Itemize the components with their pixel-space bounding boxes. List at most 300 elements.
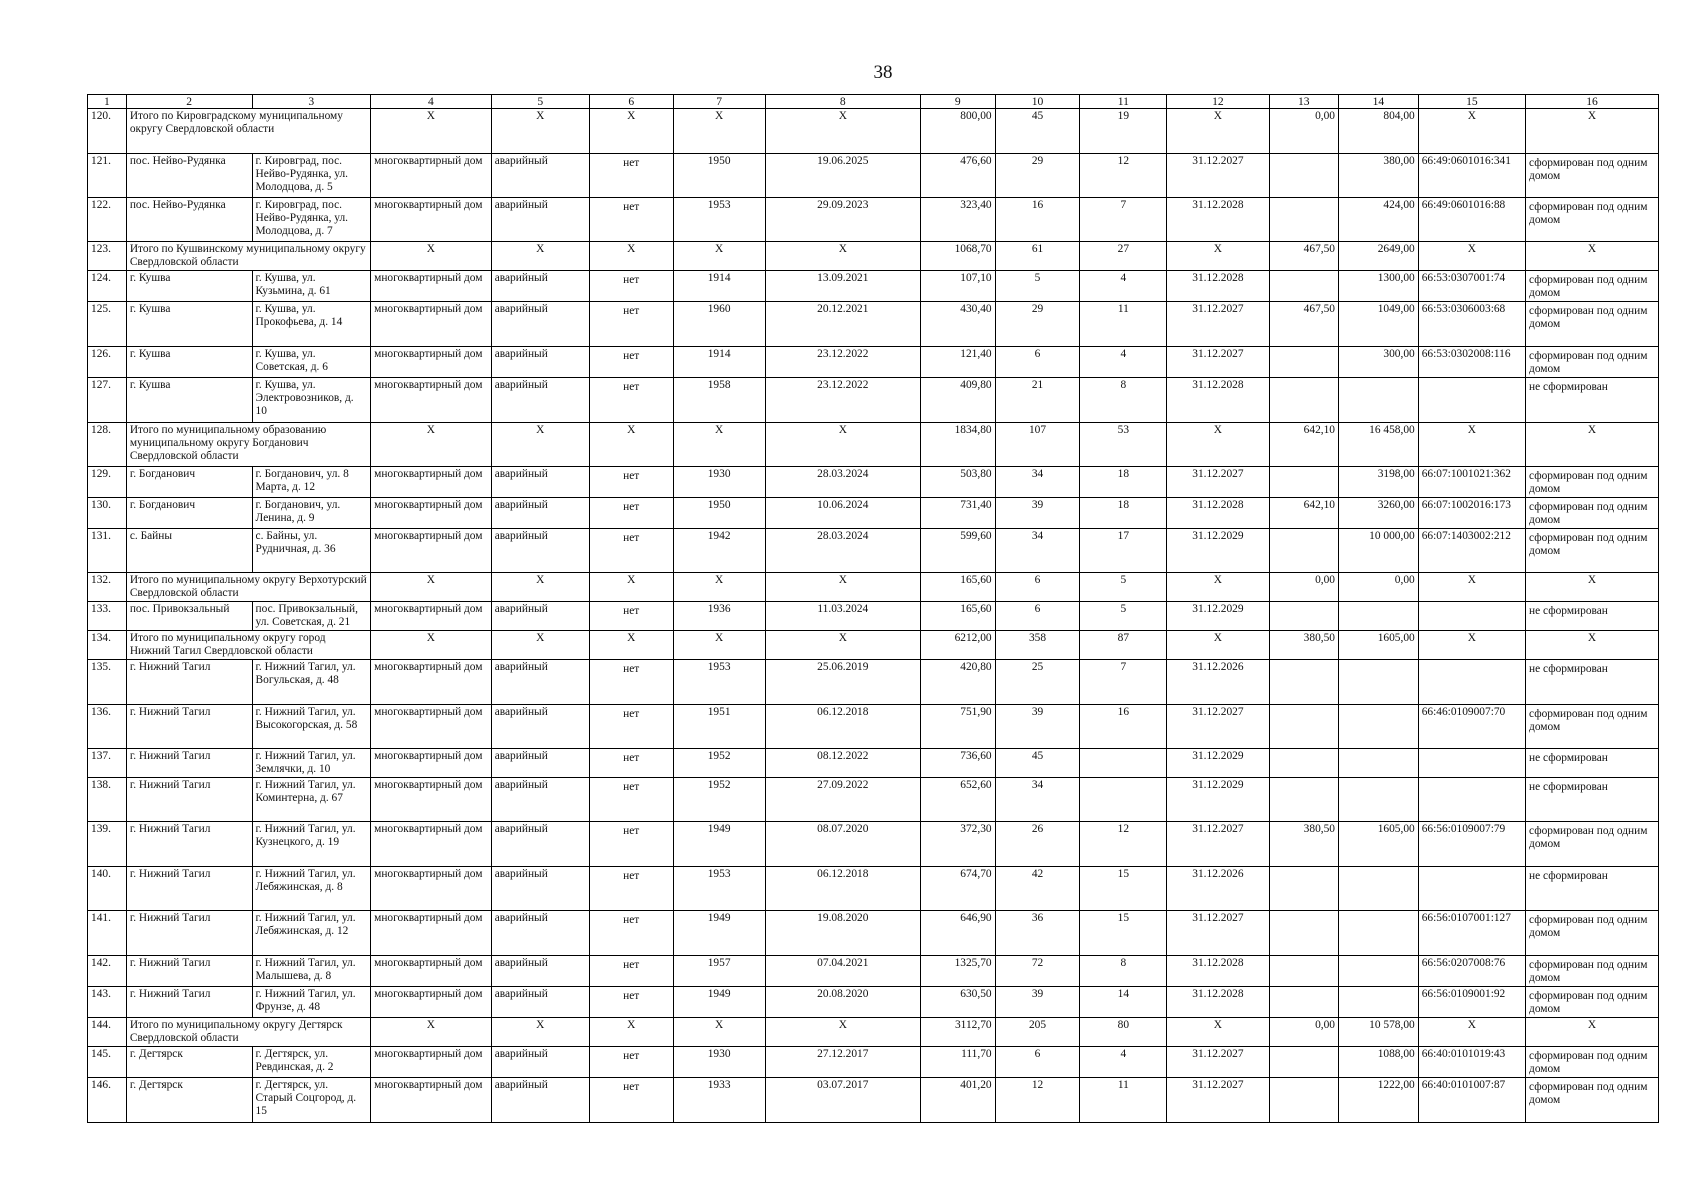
table-cell-c4: многоквартирный дом	[371, 987, 492, 1018]
table-cell-c5: аварийный	[491, 1047, 589, 1078]
table-cell-c3: г. Кушва, ул. Советская, д. 6	[252, 347, 371, 378]
table-cell-c10: 39	[995, 987, 1080, 1018]
table-cell-c10: 21	[995, 378, 1080, 423]
table-cell-c6: нет	[589, 347, 673, 378]
table-cell-c10: 16	[995, 198, 1080, 242]
table-cell-c13	[1269, 271, 1339, 302]
table-cell-c9: 1068,70	[920, 242, 995, 271]
table-cell-c12: 31.12.2028	[1167, 271, 1269, 302]
table-cell-c2: г. Нижний Тагил	[126, 867, 252, 911]
table-cell-c14: 1222,00	[1339, 1078, 1419, 1123]
column-number-row	[88, 95, 1659, 109]
table-cell-c9: 731,40	[920, 498, 995, 529]
table-cell-c11: 27	[1080, 242, 1167, 271]
table-cell-c9: 107,10	[920, 271, 995, 302]
table-cell-c13	[1269, 529, 1339, 573]
table-cell-c10: 107	[995, 423, 1080, 467]
table-cell-c13: 642,10	[1269, 498, 1339, 529]
table-row	[88, 154, 1659, 198]
column-number-cell: 6	[589, 95, 673, 109]
table-cell-c7: 1953	[673, 867, 765, 911]
table-cell-c14: 10 578,00	[1339, 1018, 1419, 1047]
table-cell-c5: аварийный	[491, 987, 589, 1018]
table-cell-c11: 5	[1080, 602, 1167, 631]
table-cell-c10: 36	[995, 911, 1080, 956]
table-cell-c12: 31.12.2027	[1167, 154, 1269, 198]
table-cell-c14	[1339, 987, 1419, 1018]
table-cell-c9: 111,70	[920, 1047, 995, 1078]
table-cell-c10: 6	[995, 602, 1080, 631]
table-cell-c8: Х	[765, 242, 920, 271]
table-cell-c6: нет	[589, 822, 673, 867]
table-cell-c16: Х	[1526, 109, 1659, 154]
table-cell-c12: 31.12.2029	[1167, 778, 1269, 822]
table-cell-c4: многоквартирный дом	[371, 660, 492, 705]
table-cell-c11: 18	[1080, 467, 1167, 498]
total-row	[88, 573, 1659, 602]
table-cell-c8: Х	[765, 631, 920, 660]
table-cell-c15: 66:49:0601016:341	[1418, 154, 1525, 198]
table-cell-c12: 31.12.2027	[1167, 1078, 1269, 1123]
column-number-cell: 4	[371, 95, 492, 109]
table-cell-c4: многоквартирный дом	[371, 602, 492, 631]
table-cell-c15: Х	[1418, 573, 1525, 602]
table-cell-n: 126.	[88, 347, 127, 378]
column-number-cell: 1	[88, 95, 127, 109]
table-row	[88, 378, 1659, 423]
table-cell-c11: 16	[1080, 705, 1167, 749]
table-cell-n: 133.	[88, 602, 127, 631]
table-cell-c6: нет	[589, 467, 673, 498]
table-cell-c8: 10.06.2024	[765, 498, 920, 529]
table-cell-c9: 401,20	[920, 1078, 995, 1123]
table-cell-c8: 23.12.2022	[765, 347, 920, 378]
table-cell-c10: 34	[995, 467, 1080, 498]
table-cell-c16: не сформирован	[1526, 660, 1659, 705]
table-cell-c16: сформирован под одним домом	[1526, 705, 1659, 749]
table-cell-c16: сформирован под одним домом	[1526, 1078, 1659, 1123]
table-cell-c11	[1080, 749, 1167, 778]
table-cell-n: 140.	[88, 867, 127, 911]
table-cell-c14	[1339, 705, 1419, 749]
table-cell-c6: нет	[589, 271, 673, 302]
table-cell-c2: г. Нижний Тагил	[126, 911, 252, 956]
table-cell-c16: сформирован под одним домом	[1526, 271, 1659, 302]
table-cell-c15: Х	[1418, 109, 1525, 154]
table-cell-c9: 652,60	[920, 778, 995, 822]
table-cell-c15: 66:53:0306003:68	[1418, 302, 1525, 347]
table-cell-c9: 503,80	[920, 467, 995, 498]
table-cell-c10: 42	[995, 867, 1080, 911]
table-cell-c9: 121,40	[920, 347, 995, 378]
table-cell-c5: аварийный	[491, 347, 589, 378]
table-cell-c7: 1960	[673, 302, 765, 347]
table-cell-c4: многоквартирный дом	[371, 911, 492, 956]
table-cell-n: 125.	[88, 302, 127, 347]
table-cell-c6: Х	[589, 631, 673, 660]
table-cell-c11: 87	[1080, 631, 1167, 660]
table-cell-c12: 31.12.2027	[1167, 1047, 1269, 1078]
table-cell-c8: 27.09.2022	[765, 778, 920, 822]
table-row	[88, 867, 1659, 911]
table-cell-c3: г. Нижний Тагил, ул. Малышева, д. 8	[252, 956, 371, 987]
table-cell-n: 124.	[88, 271, 127, 302]
table-cell-n: 128.	[88, 423, 127, 467]
table-cell-c11: 11	[1080, 1078, 1167, 1123]
table-cell-c3: г. Нижний Тагил, ул. Высокогорская, д. 58	[252, 705, 371, 749]
table-cell-c16: не сформирован	[1526, 778, 1659, 822]
table-cell-c11: 4	[1080, 347, 1167, 378]
table-cell-c12: 31.12.2028	[1167, 198, 1269, 242]
table-cell-c6: нет	[589, 987, 673, 1018]
table-cell-c12: 31.12.2027	[1167, 467, 1269, 498]
table-cell-c13: 467,50	[1269, 302, 1339, 347]
table-cell-n: 123.	[88, 242, 127, 271]
table-cell-c5: аварийный	[491, 749, 589, 778]
table-cell-c4: многоквартирный дом	[371, 1078, 492, 1123]
table-cell-c11: 18	[1080, 498, 1167, 529]
table-cell-c10: 29	[995, 302, 1080, 347]
table-row	[88, 529, 1659, 573]
table-cell-c14	[1339, 660, 1419, 705]
table-cell-c16: Х	[1526, 1018, 1659, 1047]
table-cell-c15: 66:56:0107001:127	[1418, 911, 1525, 956]
table-cell-c14: 380,00	[1339, 154, 1419, 198]
table-cell-c11: 19	[1080, 109, 1167, 154]
table-cell-c4: Х	[371, 242, 492, 271]
table-cell-c10: 29	[995, 154, 1080, 198]
table-cell-n: 139.	[88, 822, 127, 867]
table-cell-c6: нет	[589, 705, 673, 749]
table-cell-c7: Х	[673, 242, 765, 271]
table-cell-n: 130.	[88, 498, 127, 529]
table-cell-c2: пос. Нейво-Рудянка	[126, 198, 252, 242]
table-row	[88, 602, 1659, 631]
table-cell-n: 127.	[88, 378, 127, 423]
table-cell-c12: Х	[1167, 109, 1269, 154]
table-cell-c10: 6	[995, 573, 1080, 602]
table-cell-c14: 3260,00	[1339, 498, 1419, 529]
table-row	[88, 467, 1659, 498]
table-cell-c7: 1914	[673, 347, 765, 378]
table-cell-c15	[1418, 378, 1525, 423]
table-cell-c9: 630,50	[920, 987, 995, 1018]
table-cell-c5: Х	[491, 573, 589, 602]
table-cell-c16: Х	[1526, 631, 1659, 660]
table-cell-c2: с. Байны	[126, 529, 252, 573]
table-cell-c3: г. Богданович, ул. Ленина, д. 9	[252, 498, 371, 529]
column-number-cell: 3	[252, 95, 371, 109]
table-cell-c3: г. Кушва, ул. Электровозников, д. 10	[252, 378, 371, 423]
table-cell-c4: многоквартирный дом	[371, 749, 492, 778]
column-number-cell: 10	[995, 95, 1080, 109]
table-cell-c7: 1914	[673, 271, 765, 302]
column-number-cell: 13	[1269, 95, 1339, 109]
table-cell-c5: Х	[491, 1018, 589, 1047]
table-cell-c15	[1418, 778, 1525, 822]
table-cell-c6: нет	[589, 1047, 673, 1078]
table-cell-c15: 66:46:0109007:70	[1418, 705, 1525, 749]
table-cell-c9: 599,60	[920, 529, 995, 573]
table-cell-c9: 3112,70	[920, 1018, 995, 1047]
table-row	[88, 498, 1659, 529]
table-cell-c14: 0,00	[1339, 573, 1419, 602]
table-cell-c12: 31.12.2028	[1167, 956, 1269, 987]
table-cell-c2: г. Нижний Тагил	[126, 956, 252, 987]
table-cell-c5: аварийный	[491, 271, 589, 302]
table-cell-c15: 66:56:0109001:92	[1418, 987, 1525, 1018]
table-cell-c6: Х	[589, 242, 673, 271]
table-row	[88, 660, 1659, 705]
table-cell-c5: Х	[491, 242, 589, 271]
table-cell-c10: 39	[995, 705, 1080, 749]
total-row	[88, 423, 1659, 467]
table-cell-c13	[1269, 749, 1339, 778]
table-cell-c9: 6212,00	[920, 631, 995, 660]
table-cell-c13	[1269, 956, 1339, 987]
table-cell-c5: Х	[491, 631, 589, 660]
table-cell-c7: 1942	[673, 529, 765, 573]
table-cell-c11: 15	[1080, 867, 1167, 911]
table-cell-c2: г. Нижний Тагил	[126, 778, 252, 822]
table-cell-c9: 736,60	[920, 749, 995, 778]
column-number-cell: 5	[491, 95, 589, 109]
table-cell-c16: сформирован под одним домом	[1526, 467, 1659, 498]
table-cell-c11: 12	[1080, 822, 1167, 867]
table-row	[88, 705, 1659, 749]
table-cell-c9: 800,00	[920, 109, 995, 154]
table-cell-c14	[1339, 602, 1419, 631]
table-cell-c13	[1269, 198, 1339, 242]
table-cell-c4: Х	[371, 631, 492, 660]
table-cell-c3: г. Дегтярск, ул. Ревдинская, д. 2	[252, 1047, 371, 1078]
table-cell-c6: нет	[589, 867, 673, 911]
table-cell-c15: 66:56:0207008:76	[1418, 956, 1525, 987]
total-row	[88, 1018, 1659, 1047]
table-cell-c4: многоквартирный дом	[371, 956, 492, 987]
table-cell-c11: 14	[1080, 987, 1167, 1018]
table-cell-c14	[1339, 911, 1419, 956]
table-cell-c13: 0,00	[1269, 109, 1339, 154]
table-cell-c4: многоквартирный дом	[371, 778, 492, 822]
table-cell-c16: сформирован под одним домом	[1526, 498, 1659, 529]
table-cell-c13	[1269, 347, 1339, 378]
table-cell-c13: 380,50	[1269, 631, 1339, 660]
table-cell-c14	[1339, 956, 1419, 987]
table-cell-n: 141.	[88, 911, 127, 956]
table-cell-c10: 6	[995, 347, 1080, 378]
table-cell-n: 143.	[88, 987, 127, 1018]
table-cell-c14: 3198,00	[1339, 467, 1419, 498]
table-cell-c15: Х	[1418, 423, 1525, 467]
column-number-cell: 16	[1526, 95, 1659, 109]
table-cell-c15: 66:40:0101019:43	[1418, 1047, 1525, 1078]
table-cell-c10: 39	[995, 498, 1080, 529]
table-cell-c7: 1957	[673, 956, 765, 987]
table-cell-c5: Х	[491, 109, 589, 154]
table-cell-c7: 1950	[673, 498, 765, 529]
table-cell-c12: Х	[1167, 423, 1269, 467]
table-cell-c12: Х	[1167, 573, 1269, 602]
table-cell-c11: 12	[1080, 154, 1167, 198]
table-row	[88, 347, 1659, 378]
table-cell-n: 134.	[88, 631, 127, 660]
table-cell-c6: нет	[589, 956, 673, 987]
table-cell-c9: 420,80	[920, 660, 995, 705]
table-cell-c7: Х	[673, 423, 765, 467]
table-cell-c15: 66:56:0109007:79	[1418, 822, 1525, 867]
table-row	[88, 956, 1659, 987]
table-row	[88, 749, 1659, 778]
table-cell-c11: 11	[1080, 302, 1167, 347]
table-cell-c13	[1269, 1078, 1339, 1123]
table-cell-c8: Х	[765, 1018, 920, 1047]
table-cell-c6: нет	[589, 378, 673, 423]
table-cell-c12: 31.12.2029	[1167, 602, 1269, 631]
table-cell-c2: г. Нижний Тагил	[126, 822, 252, 867]
table-cell-c16: не сформирован	[1526, 378, 1659, 423]
table-cell-c14	[1339, 778, 1419, 822]
total-row	[88, 631, 1659, 660]
table-cell-c9: 1325,70	[920, 956, 995, 987]
table-cell-c16: сформирован под одним домом	[1526, 822, 1659, 867]
table-cell-c7: 1950	[673, 154, 765, 198]
table-cell-c11: 5	[1080, 573, 1167, 602]
table-cell-n: 122.	[88, 198, 127, 242]
table-cell-c5: Х	[491, 423, 589, 467]
table-row	[88, 778, 1659, 822]
table-cell-c5: аварийный	[491, 467, 589, 498]
table-cell-c10: 358	[995, 631, 1080, 660]
table-row	[88, 1047, 1659, 1078]
table-cell-c11: 80	[1080, 1018, 1167, 1047]
column-number-cell: 12	[1167, 95, 1269, 109]
table-cell-c10: 34	[995, 529, 1080, 573]
table-cell-c10: 6	[995, 1047, 1080, 1078]
table-cell-c9: 751,90	[920, 705, 995, 749]
table-cell-title: Итого по Кировградскому муниципальному округу Свердловской области	[126, 109, 370, 154]
table-row	[88, 911, 1659, 956]
table-cell-c2: г. Кушва	[126, 271, 252, 302]
table-cell-c8: 03.07.2017	[765, 1078, 920, 1123]
table-cell-c13	[1269, 911, 1339, 956]
table-cell-c9: 372,30	[920, 822, 995, 867]
table-cell-c11: 15	[1080, 911, 1167, 956]
table-cell-c12: 31.12.2027	[1167, 347, 1269, 378]
table-cell-c6: нет	[589, 302, 673, 347]
table-cell-c6: нет	[589, 749, 673, 778]
table-cell-c5: аварийный	[491, 1078, 589, 1123]
table-cell-c10: 45	[995, 109, 1080, 154]
table-cell-c14: 300,00	[1339, 347, 1419, 378]
table-cell-c4: многоквартирный дом	[371, 378, 492, 423]
table-cell-c13	[1269, 602, 1339, 631]
column-number-cell: 11	[1080, 95, 1167, 109]
table-cell-c2: г. Нижний Тагил	[126, 705, 252, 749]
table-cell-c8: 08.12.2022	[765, 749, 920, 778]
table-cell-c4: многоквартирный дом	[371, 347, 492, 378]
table-cell-c11: 8	[1080, 378, 1167, 423]
table-cell-n: 138.	[88, 778, 127, 822]
table-cell-c6: нет	[589, 778, 673, 822]
column-number-cell: 8	[765, 95, 920, 109]
table-cell-c8: 25.06.2019	[765, 660, 920, 705]
table-row	[88, 822, 1659, 867]
page-number: 38	[873, 62, 893, 83]
table-cell-c2: г. Нижний Тагил	[126, 660, 252, 705]
table-cell-c2: г. Дегтярск	[126, 1047, 252, 1078]
table-cell-c13	[1269, 1047, 1339, 1078]
table-cell-c9: 165,60	[920, 573, 995, 602]
table-cell-c16: сформирован под одним домом	[1526, 911, 1659, 956]
column-number-cell: 7	[673, 95, 765, 109]
table-cell-c12: 31.12.2028	[1167, 987, 1269, 1018]
table-cell-c3: г. Нижний Тагил, ул. Фрунзе, д. 48	[252, 987, 371, 1018]
table-cell-c7: 1958	[673, 378, 765, 423]
table-cell-c8: 20.08.2020	[765, 987, 920, 1018]
table-cell-c15: Х	[1418, 242, 1525, 271]
total-row	[88, 242, 1659, 271]
table-cell-c14: 16 458,00	[1339, 423, 1419, 467]
table-cell-c16: Х	[1526, 242, 1659, 271]
table-cell-c7: Х	[673, 1018, 765, 1047]
table-row	[88, 302, 1659, 347]
table-cell-c4: многоквартирный дом	[371, 154, 492, 198]
table-cell-n: 129.	[88, 467, 127, 498]
table-cell-c16: сформирован под одним домом	[1526, 154, 1659, 198]
table-cell-c9: 646,90	[920, 911, 995, 956]
table-cell-c3: г. Кировград, пос. Нейво-Рудянка, ул. Молодцова, д. 5	[252, 154, 371, 198]
table-cell-c6: нет	[589, 198, 673, 242]
table-cell-c7: 1952	[673, 778, 765, 822]
table-cell-c5: аварийный	[491, 529, 589, 573]
table-cell-c10: 34	[995, 778, 1080, 822]
table-cell-c3: г. Нижний Тагил, ул. Лебяжинская, д. 8	[252, 867, 371, 911]
table-cell-c6: нет	[589, 1078, 673, 1123]
table-cell-c15: 66:07:1001021:362	[1418, 467, 1525, 498]
table-cell-c4: многоквартирный дом	[371, 467, 492, 498]
table-cell-c7: 1930	[673, 1047, 765, 1078]
table-cell-c2: пос. Привокзальный	[126, 602, 252, 631]
table-cell-c4: многоквартирный дом	[371, 705, 492, 749]
table-cell-title: Итого по Кушвинскому муниципальному округу Свердловской области	[126, 242, 370, 271]
table-cell-c10: 26	[995, 822, 1080, 867]
table-cell-c16: сформирован под одним домом	[1526, 987, 1659, 1018]
table-cell-c12: Х	[1167, 631, 1269, 660]
table-cell-c2: г. Кушва	[126, 347, 252, 378]
table-cell-c8: 27.12.2017	[765, 1047, 920, 1078]
table-cell-c3: г. Нижний Тагил, ул. Коминтерна, д. 67	[252, 778, 371, 822]
table-cell-c7: 1936	[673, 602, 765, 631]
table-cell-c13	[1269, 660, 1339, 705]
table-cell-c15: Х	[1418, 1018, 1525, 1047]
table-cell-c3: г. Кушва, ул. Прокофьева, д. 14	[252, 302, 371, 347]
table-cell-c9: 1834,80	[920, 423, 995, 467]
table-cell-c9: 476,60	[920, 154, 995, 198]
table-cell-c15: 66:07:1002016:173	[1418, 498, 1525, 529]
table-cell-c16: сформирован под одним домом	[1526, 347, 1659, 378]
table-cell-title: Итого по муниципальному округу Дегтярск Свердловской области	[126, 1018, 370, 1047]
table-cell-c15: 66:40:0101007:87	[1418, 1078, 1525, 1123]
table-cell-c8: 28.03.2024	[765, 467, 920, 498]
table-cell-c14: 1605,00	[1339, 822, 1419, 867]
table-cell-c7: Х	[673, 109, 765, 154]
table-cell-c8: 19.08.2020	[765, 911, 920, 956]
table-cell-c14	[1339, 749, 1419, 778]
table-cell-c8: 11.03.2024	[765, 602, 920, 631]
table-cell-c7: 1951	[673, 705, 765, 749]
table-cell-c5: аварийный	[491, 498, 589, 529]
